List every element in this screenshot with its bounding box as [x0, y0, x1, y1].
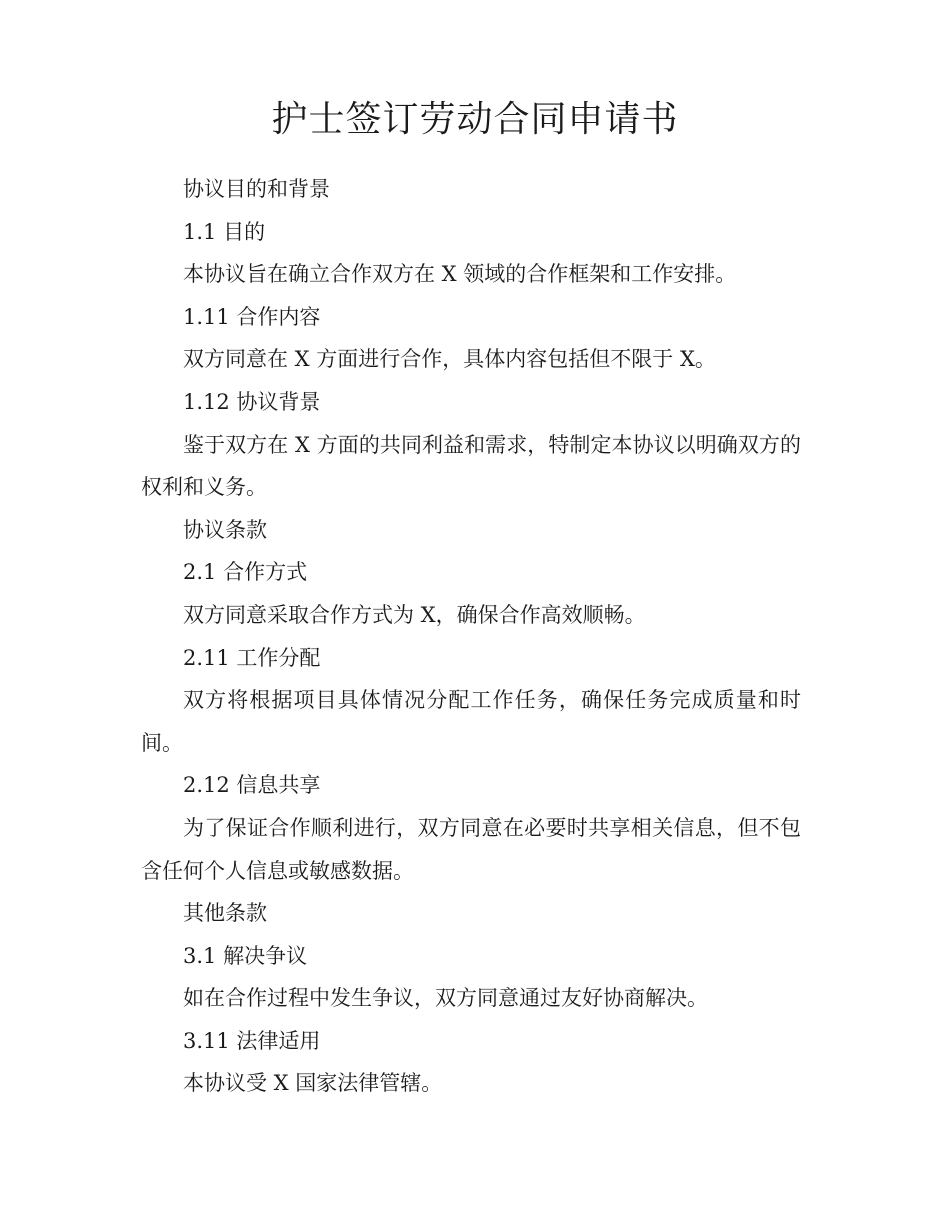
- clause-heading: 2.11 工作分配: [183, 645, 321, 670]
- clause-heading: 3.11 法律适用: [183, 1028, 321, 1053]
- clause-text: 如在合作过程中发生争议，双方同意通过友好协商解决。: [183, 986, 708, 1011]
- clause-text: 双方将根据项目具体情况分配工作任务，确保任务完成质量和时间。: [141, 688, 801, 755]
- clause-text: 双方同意在 X 方面进行合作，具体内容包括但不限于 X。: [183, 347, 716, 372]
- document-title: 护士签订劳动合同申请书: [271, 99, 679, 140]
- clause-text: 本协议旨在确立合作双方在 X 领域的合作框架和工作安排。: [183, 262, 737, 287]
- clause-text: 本协议受 X 国家法律管辖。: [183, 1071, 443, 1096]
- section-heading: 协议目的和背景: [183, 177, 330, 201]
- clause-text: 鉴于双方在 X 方面的共同利益和需求，特制定本协议以明确双方的权利和义务。: [141, 432, 801, 500]
- clause-heading: 1.1 目的: [183, 219, 266, 244]
- clause-heading: 1.12 协议背景: [183, 389, 321, 414]
- clause-text: 为了保证合作顺利进行，双方同意在必要时共享相关信息，但不包含任何个人信息或敏感数据。: [141, 815, 801, 883]
- section-heading: 协议条款: [183, 517, 267, 542]
- section-heading: 其他条款: [183, 901, 267, 926]
- clause-heading: 1.11 合作内容: [183, 304, 321, 329]
- clause-heading: 2.1 合作方式: [183, 560, 308, 585]
- clause-heading: 3.1 解决争议: [183, 943, 308, 968]
- clause-text: 双方同意采取合作方式为 X，确保合作高效顺畅。: [183, 602, 646, 627]
- document-body: [141, 168, 801, 1105]
- clause-heading: 2.12 信息共享: [183, 773, 321, 798]
